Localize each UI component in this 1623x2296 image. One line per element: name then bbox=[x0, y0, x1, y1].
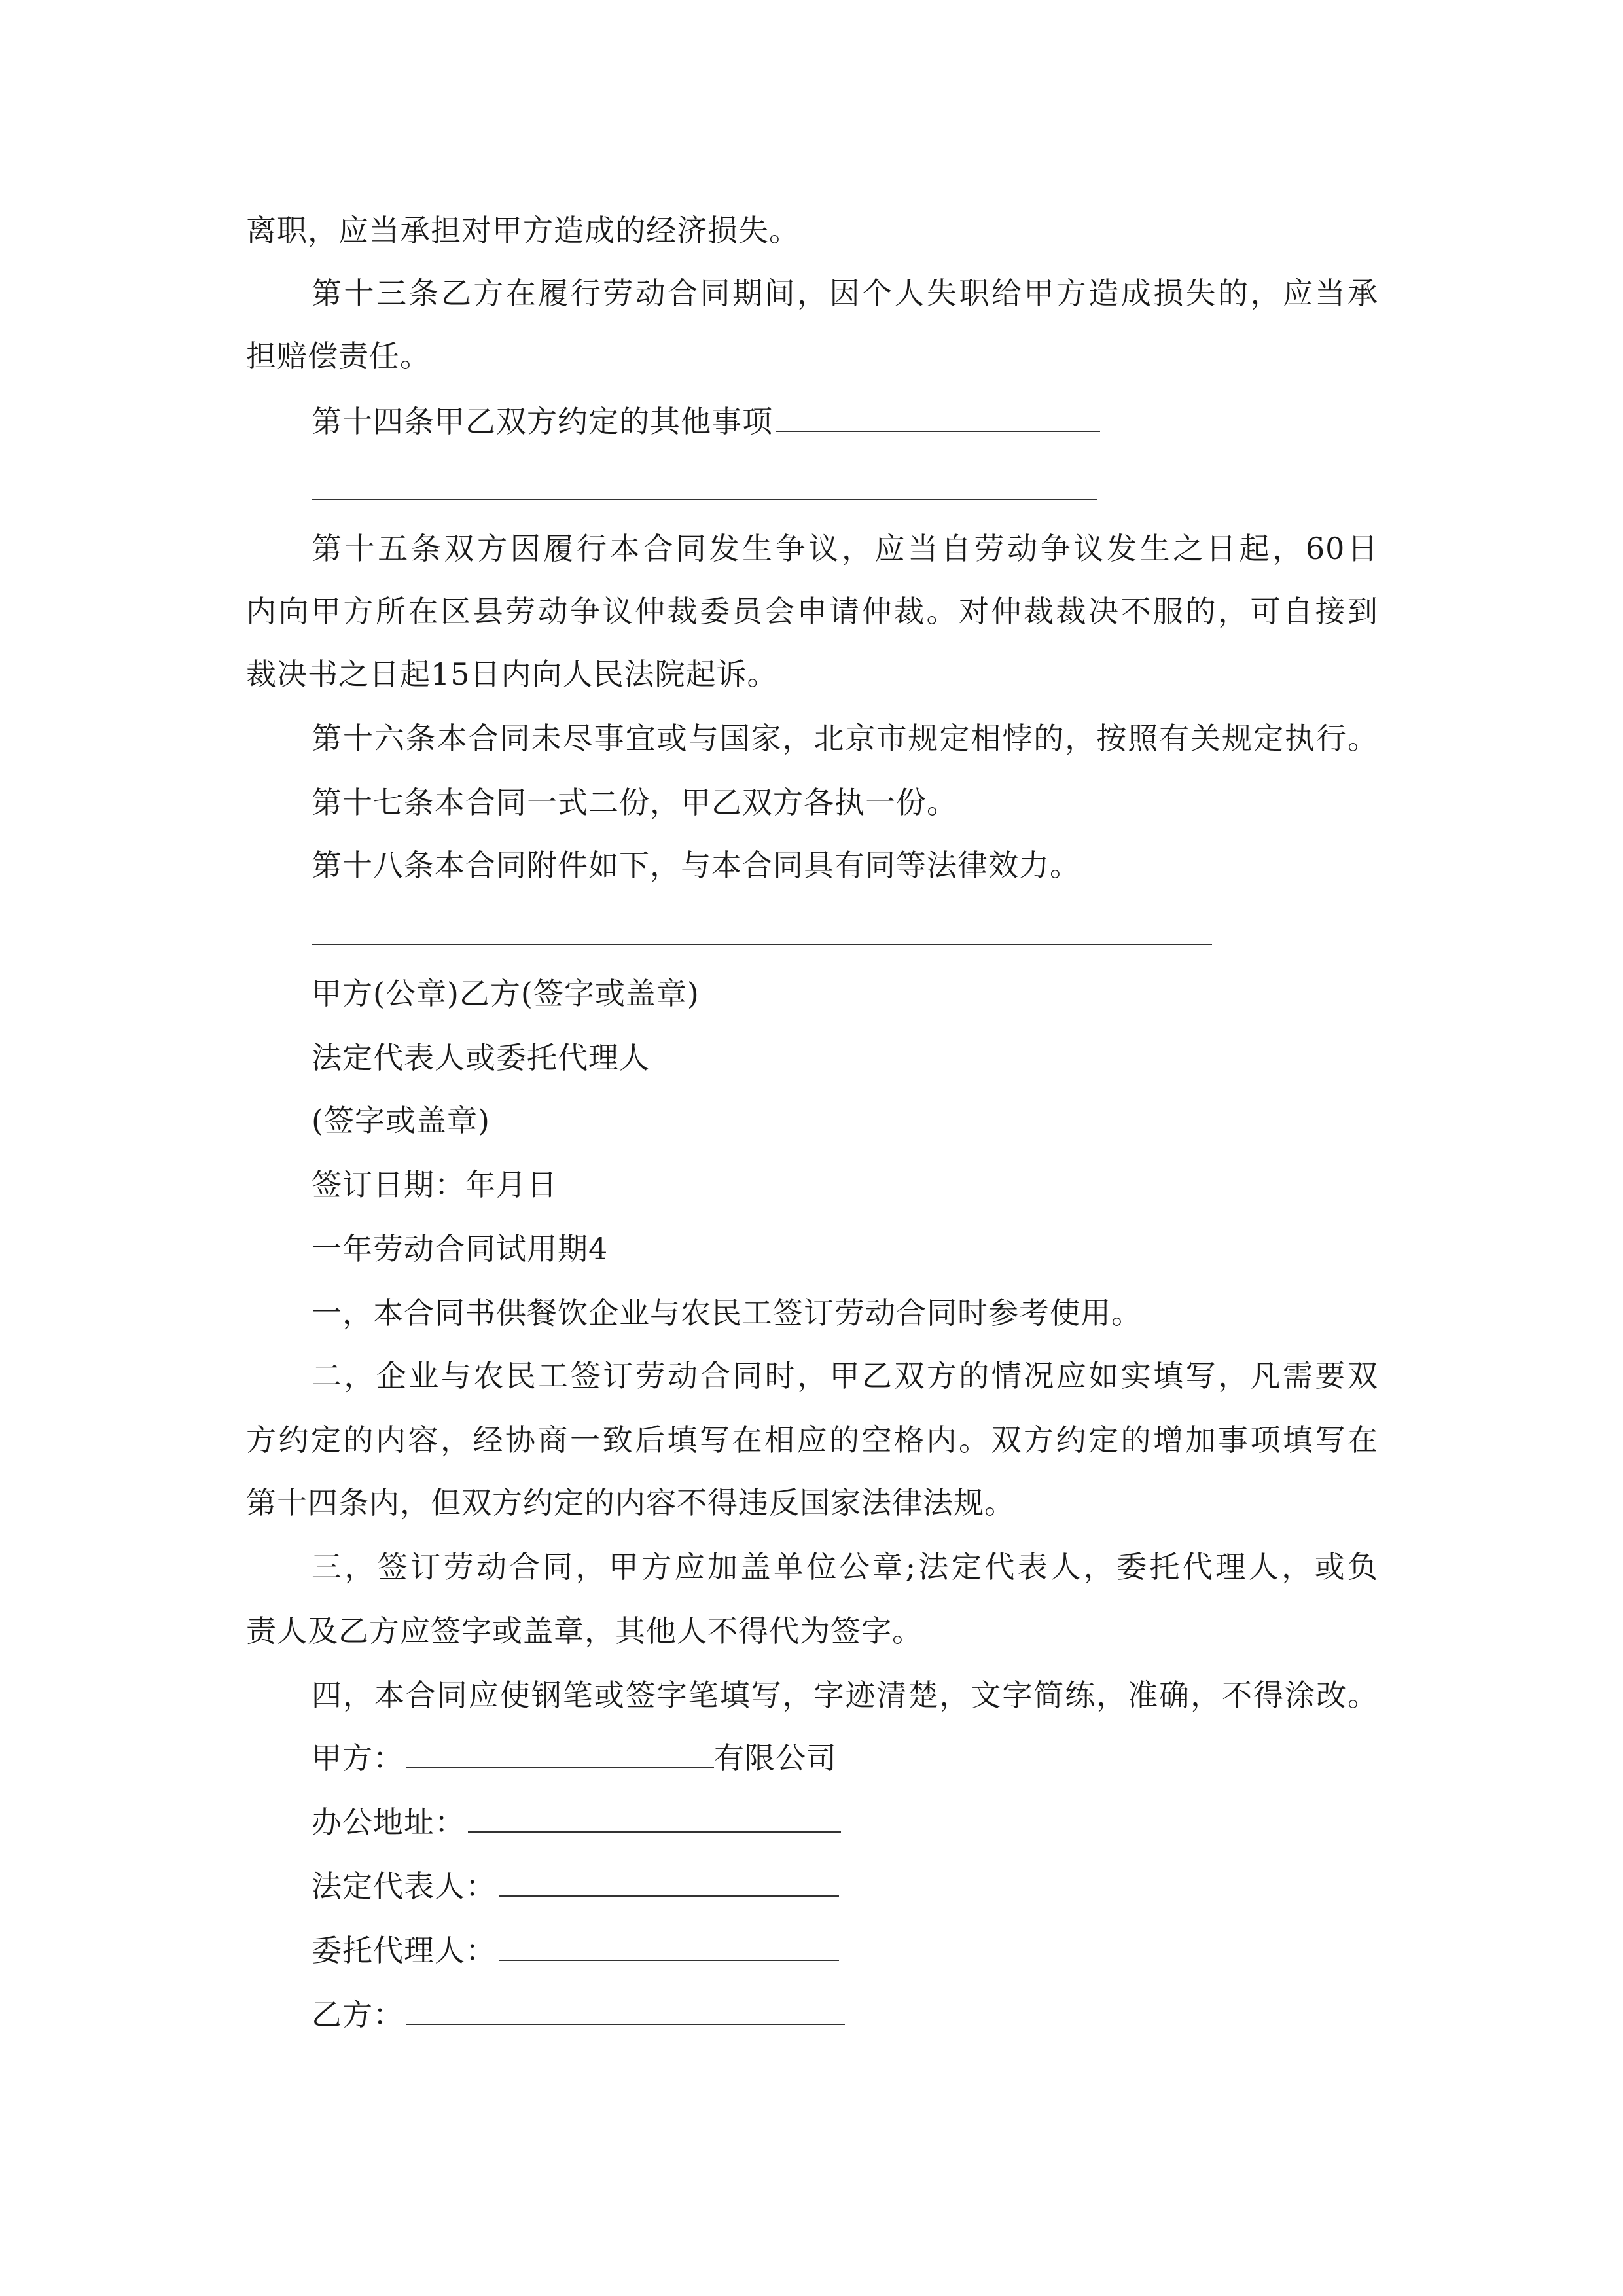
party-b-field bbox=[312, 1995, 845, 2034]
text-line: 担赔偿责任。 bbox=[246, 338, 431, 374]
party-a-suffix: 有限公司 bbox=[714, 1740, 837, 1776]
agent-label: 委托代理人： bbox=[312, 1933, 496, 1968]
text-line: 二，企业与农民工签订劳动合同时，甲乙双方的情况应如实填写，凡需要双 bbox=[312, 1358, 1378, 1393]
attachment-blank-line bbox=[312, 944, 1212, 945]
text-line: 第十八条本合同附件如下，与本合同具有同等法律效力。 bbox=[312, 848, 1080, 883]
clause-14-blank bbox=[776, 402, 1100, 432]
party-a-input[interactable] bbox=[406, 1738, 714, 1768]
party-b-label: 乙方： bbox=[312, 1997, 404, 2032]
legal-rep-field bbox=[312, 1867, 839, 1906]
agent-field bbox=[312, 1931, 839, 1970]
text-line: 甲方(公章)乙方(签字或盖章) bbox=[312, 976, 700, 1011]
clause-14-blank-line bbox=[312, 499, 1097, 500]
text-line: 方约定的内容，经协商一致后填写在相应的空格内。双方约定的增加事项填写在 bbox=[246, 1422, 1378, 1458]
text-line: 第十三条乙方在履行劳动合同期间，因个人失职给甲方造成损失的，应当承 bbox=[312, 276, 1378, 311]
text-line: 第十四条内，但双方约定的内容不得违反国家法律法规。 bbox=[246, 1485, 1015, 1520]
agent-input[interactable] bbox=[499, 1931, 839, 1961]
legal-rep-input[interactable] bbox=[499, 1867, 839, 1897]
office-address-label: 办公地址： bbox=[312, 1804, 465, 1840]
text-line: 第十六条本合同未尽事宜或与国家，北京市规定相悖的，按照有关规定执行。 bbox=[312, 721, 1378, 756]
office-address-input[interactable] bbox=[468, 1803, 841, 1833]
text-line: 责人及乙方应签字或盖章，其他人不得代为签字。 bbox=[246, 1613, 923, 1649]
text-line: 内向甲方所在区县劳动争议仲裁委员会申请仲裁。对仲裁裁决不服的，可自接到 bbox=[246, 594, 1378, 629]
party-a-label: 甲方： bbox=[312, 1740, 404, 1776]
text-line: 裁决书之日起15日内向人民法院起诉。 bbox=[246, 656, 778, 692]
text-line bbox=[312, 402, 1100, 441]
text-line: 一，本合同书供餐饮企业与农民工签订劳动合同时参考使用。 bbox=[312, 1295, 1142, 1331]
office-address-field bbox=[312, 1803, 841, 1842]
clause-14-text: 第十四条甲乙双方约定的其他事项 bbox=[312, 404, 773, 439]
text-line: 第十五条双方因履行本合同发生争议，应当自劳动争议发生之日起，60日 bbox=[312, 531, 1378, 566]
text-line: (签字或盖章) bbox=[312, 1103, 490, 1138]
text-line: 三，签订劳动合同，甲方应加盖单位公章;法定代表人，委托代理人，或负 bbox=[312, 1549, 1378, 1585]
text-line: 签订日期：年月日 bbox=[312, 1167, 558, 1202]
text-line: 离职，应当承担对甲方造成的经济损失。 bbox=[246, 213, 800, 248]
party-a-field bbox=[312, 1738, 837, 1778]
text-line: 法定代表人或委托代理人 bbox=[312, 1040, 650, 1075]
text-line: 四，本合同应使钢笔或签字笔填写，字迹清楚，文字简练，准确，不得涂改。 bbox=[312, 1677, 1378, 1713]
party-b-input[interactable] bbox=[406, 1995, 845, 2025]
text-line: 一年劳动合同试用期4 bbox=[312, 1231, 609, 1266]
legal-rep-label: 法定代表人： bbox=[312, 1869, 496, 1904]
text-line: 第十七条本合同一式二份，甲乙双方各执一份。 bbox=[312, 785, 957, 820]
